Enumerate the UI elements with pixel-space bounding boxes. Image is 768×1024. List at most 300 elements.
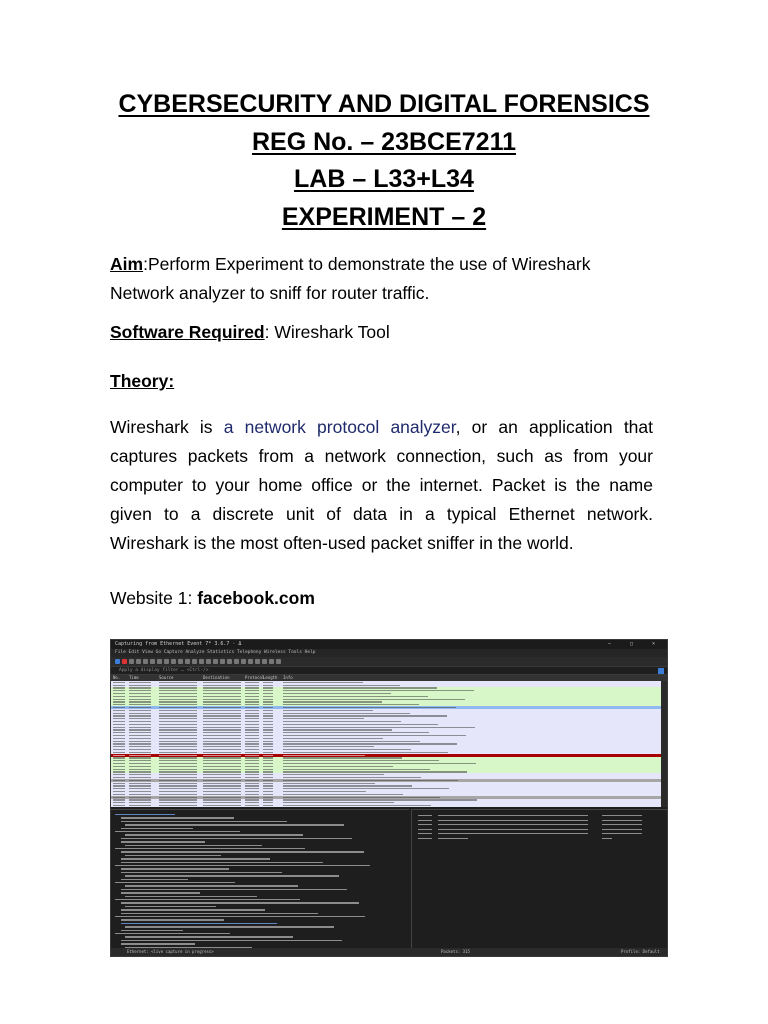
packet-cell-text: [113, 802, 125, 803]
packet-cell-text: [113, 682, 125, 683]
toolbar-button-icon[interactable]: [192, 659, 197, 664]
hex-ascii: [602, 833, 642, 834]
packet-cell-text: [263, 783, 273, 784]
toolbar-button-icon[interactable]: [255, 659, 260, 664]
packet-cell-text: [203, 788, 241, 789]
packet-cell-text: [113, 760, 125, 761]
packet-cell-text: [129, 777, 151, 778]
packet-cell-text: [159, 735, 197, 736]
packet-cell-text: [159, 738, 197, 739]
experiment-number: EXPERIMENT – 2: [281, 202, 487, 231]
packet-cell-text: [159, 780, 197, 781]
column-time[interactable]: Time: [129, 675, 139, 680]
packet-cell-text: [263, 696, 273, 697]
packet-cell-text: [245, 682, 259, 683]
packet-cell-text: [203, 735, 241, 736]
packet-cell-text: [129, 746, 151, 747]
packet-cell-text: [159, 785, 197, 786]
hex-bytes: [438, 829, 588, 830]
packet-cell-text: [203, 741, 241, 742]
packet-cell-text: [159, 715, 197, 716]
packet-cell-text: [113, 755, 125, 756]
wireshark-toolbar: [111, 657, 667, 666]
packet-cell-text: [129, 732, 151, 733]
detail-line: [121, 851, 364, 852]
packet-cell-text: [263, 713, 273, 714]
packet-cell-text: [159, 746, 197, 747]
detail-line: [125, 834, 303, 835]
aim-text-line2: Network analyzer to sniff for router traffic.: [110, 283, 430, 303]
packet-cell-text: [283, 687, 437, 688]
packet-cell-text: [159, 797, 197, 798]
toolbar-button-icon[interactable]: [241, 659, 246, 664]
packet-cell-text: [263, 724, 273, 725]
packet-cell-text: [159, 752, 197, 753]
detail-line: [121, 909, 265, 910]
detail-line: [121, 841, 205, 842]
packet-bytes-pane[interactable]: [411, 809, 668, 949]
packet-cell-text: [203, 701, 241, 702]
packet-cell-text: [203, 687, 241, 688]
packet-list-scrollbar[interactable]: [661, 681, 667, 807]
packet-cell-text: [283, 791, 366, 792]
toolbar-button-icon[interactable]: [122, 659, 127, 664]
packet-cell-text: [283, 766, 393, 767]
packet-cell-text: [263, 682, 273, 683]
packet-cell-text: [159, 749, 197, 750]
packet-cell-text: [283, 797, 440, 798]
packet-cell-text: [203, 746, 241, 747]
protocol-analyzer-link[interactable]: a network protocol analyzer: [223, 417, 456, 437]
packet-cell-text: [129, 783, 151, 784]
packet-cell-text: [283, 777, 421, 778]
packet-cell-text: [263, 738, 273, 739]
detail-line: [121, 828, 193, 829]
toolbar-button-icon[interactable]: [143, 659, 148, 664]
packet-cell-text: [203, 710, 241, 711]
packet-cell-text: [113, 701, 125, 702]
packet-cell-text: [129, 741, 151, 742]
hex-bytes: [438, 820, 588, 821]
detail-line: [121, 858, 270, 859]
aim-label: Aim: [110, 254, 144, 274]
packet-cell-text: [203, 707, 241, 708]
packet-cell-text: [203, 797, 241, 798]
toolbar-button-icon[interactable]: [136, 659, 141, 664]
packet-cell-text: [129, 785, 151, 786]
packet-cell-text: [113, 707, 125, 708]
column-source[interactable]: Source: [159, 675, 174, 680]
hex-bytes: [438, 838, 468, 839]
detail-line: [121, 930, 183, 931]
packet-cell-text: [245, 788, 259, 789]
toolbar-button-icon[interactable]: [213, 659, 218, 664]
packet-cell-text: [129, 701, 151, 702]
hex-ascii: [602, 815, 642, 816]
wireshark-window-title: Capturing from Ethernet Event 7* 3.6.7 · Δ: [115, 641, 242, 647]
packet-cell-text: [129, 799, 151, 800]
packet-cell-text: [283, 721, 401, 722]
packet-cell-text: [113, 774, 125, 775]
packet-cell-text: [159, 699, 197, 700]
packet-cell-text: [159, 763, 197, 764]
packet-cell-text: [245, 707, 259, 708]
packet-cell-text: [113, 738, 125, 739]
packet-cell-text: [113, 766, 125, 767]
packet-cell-text: [203, 791, 241, 792]
packet-cell-text: [245, 727, 259, 728]
detail-line: [125, 885, 298, 886]
packet-cell-text: [283, 749, 411, 750]
detail-line: [121, 817, 234, 818]
packet-cell-text: [113, 735, 125, 736]
toolbar-button-icon[interactable]: [150, 659, 155, 664]
packet-cell-text: [283, 707, 456, 708]
packet-cell-text: [263, 752, 273, 753]
packet-cell-text: [245, 724, 259, 725]
detail-line: [125, 926, 334, 927]
packet-cell-text: [159, 710, 197, 711]
packet-cell-text: [283, 743, 457, 744]
packet-cell-text: [245, 687, 259, 688]
packet-cell-text: [129, 704, 151, 705]
packet-cell-text: [283, 771, 467, 772]
packet-cell-text: [245, 749, 259, 750]
wireshark-titlebar: [111, 640, 667, 649]
detail-line: [121, 838, 352, 839]
theory-heading-wrap: [110, 367, 653, 396]
packet-cell-text: [203, 718, 241, 719]
packet-cell-text: [203, 766, 241, 767]
packet-cell-text: [159, 743, 197, 744]
theory-text-start: Wireshark is: [110, 417, 224, 437]
packet-cell-text: [203, 769, 241, 770]
packet-cell-text: [283, 755, 365, 756]
theory-text-rest: , or an application that captures packets from a network connection, such as from your computer to your home office or the internet. Packet is the name given to a discrete unit of data in a typical Ethernet network. Wireshark is the most often-used packet sniffer in the world.: [110, 417, 654, 553]
packet-cell-text: [263, 741, 273, 742]
packet-cell-text: [159, 802, 197, 803]
packet-cell-text: [113, 752, 125, 753]
packet-cell-text: [263, 760, 273, 761]
packet-cell-text: [263, 788, 273, 789]
packet-cell-text: [159, 721, 197, 722]
packet-cell-text: [113, 780, 125, 781]
packet-cell-text: [159, 757, 197, 758]
column-protocol[interactable]: Protocol: [245, 675, 265, 680]
packet-cell-text: [129, 797, 151, 798]
packet-cell-text: [283, 785, 412, 786]
toolbar-button-icon[interactable]: [234, 659, 239, 664]
hex-ascii: [602, 838, 612, 839]
packet-cell-text: [113, 791, 125, 792]
toolbar-button-icon[interactable]: [157, 659, 162, 664]
packet-details-pane[interactable]: [111, 809, 409, 949]
packet-cell-text: [129, 682, 151, 683]
toolbar-button-icon[interactable]: [206, 659, 211, 664]
packet-cell-text: [129, 749, 151, 750]
course-title: CYBERSECURITY AND DIGITAL FORENSICS: [118, 90, 650, 118]
toolbar-button-icon[interactable]: [164, 659, 169, 664]
detail-line: [115, 933, 230, 934]
packet-cell-text: [263, 687, 273, 688]
packet-cell-text: [203, 696, 241, 697]
packet-cell-text: [263, 693, 273, 694]
packet-cell-text: [245, 710, 259, 711]
packet-cell-text: [129, 752, 151, 753]
packet-cell-text: [113, 693, 125, 694]
packet-cell-text: [113, 704, 125, 705]
detail-line: [121, 892, 200, 893]
packet-cell-text: [129, 802, 151, 803]
packet-cell-text: [245, 696, 259, 697]
packet-cell-text: [245, 771, 259, 772]
packet-cell-text: [263, 763, 273, 764]
packet-cell-text: [283, 704, 419, 705]
packet-cell-text: [263, 743, 273, 744]
packet-cell-text: [159, 693, 197, 694]
packet-cell-text: [283, 805, 431, 806]
packet-cell-text: [129, 763, 151, 764]
packet-cell-text: [283, 682, 363, 683]
packet-cell-text: [263, 805, 273, 806]
packet-cell-text: [263, 727, 273, 728]
toolbar-button-icon[interactable]: [171, 659, 176, 664]
hex-ascii: [602, 829, 642, 830]
packet-cell-text: [113, 696, 125, 697]
packet-cell-text: [129, 774, 151, 775]
detail-line: [125, 855, 221, 856]
packet-cell-text: [203, 777, 241, 778]
packet-cell-text: [159, 794, 197, 795]
packet-cell-text: [159, 701, 197, 702]
packet-cell-text: [129, 693, 151, 694]
toolbar-button-icon[interactable]: [262, 659, 267, 664]
packet-cell-text: [203, 732, 241, 733]
packet-cell-text: [245, 743, 259, 744]
packet-cell-text: [113, 743, 125, 744]
website-prefix: Website 1:: [110, 588, 198, 608]
column-no[interactable]: No.: [113, 675, 121, 680]
toolbar-button-icon[interactable]: [269, 659, 274, 664]
packet-cell-text: [245, 713, 259, 714]
packet-cell-text: [245, 746, 259, 747]
packet-cell-text: [263, 701, 273, 702]
packet-cell-text: [263, 704, 273, 705]
toolbar-button-icon[interactable]: [129, 659, 134, 664]
display-filter-input[interactable]: Apply a display filter … <Ctrl-/>: [119, 668, 209, 673]
packet-cell-text: [263, 685, 273, 686]
packet-cell-text: [113, 718, 125, 719]
detail-line: [115, 899, 300, 900]
apply-filter-icon[interactable]: [658, 668, 664, 674]
display-filter-bar[interactable]: [111, 666, 667, 675]
column-info[interactable]: Info: [283, 675, 293, 680]
packet-cell-text: [203, 749, 241, 750]
packet-cell-text: [113, 783, 125, 784]
detail-line: [121, 902, 359, 903]
packet-cell-text: [283, 757, 402, 758]
packet-cell-text: [113, 757, 125, 758]
packet-cell-text: [245, 735, 259, 736]
packet-cell-text: [203, 794, 241, 795]
packet-cell-text: [113, 805, 125, 806]
status-profile[interactable]: Profile: Default: [621, 949, 660, 954]
packet-cell-text: [159, 755, 197, 756]
toolbar-button-icon[interactable]: [248, 659, 253, 664]
status-capture: Ethernet: <live capture in progress>: [127, 949, 214, 954]
column-destination[interactable]: Destination: [203, 675, 230, 680]
packet-cell-text: [113, 715, 125, 716]
hex-offset: [418, 833, 432, 834]
packet-cell-text: [159, 682, 197, 683]
packet-cell-text: [283, 701, 382, 702]
packet-cell-text: [263, 791, 273, 792]
packet-cell-text: [203, 760, 241, 761]
column-length[interactable]: Length: [263, 675, 278, 680]
packet-cell-text: [283, 802, 394, 803]
packet-cell-text: [283, 696, 428, 697]
packet-cell-text: [283, 769, 430, 770]
packet-cell-text: [159, 718, 197, 719]
packet-cell-text: [159, 788, 197, 789]
packet-cell-text: [245, 715, 259, 716]
packet-cell-text: [283, 710, 373, 711]
packet-cell-text: [245, 738, 259, 739]
packet-cell-text: [159, 732, 197, 733]
hex-offset: [418, 829, 432, 830]
packet-cell-text: [129, 735, 151, 736]
theory-paragraph: [110, 413, 653, 558]
detail-line: [121, 868, 229, 869]
packet-cell-text: [159, 724, 197, 725]
toolbar-button-icon[interactable]: [185, 659, 190, 664]
packet-cell-text: [263, 732, 273, 733]
packet-cell-text: [245, 693, 259, 694]
packet-cell-text: [245, 752, 259, 753]
detail-line: [115, 865, 370, 866]
packet-cell-text: [159, 799, 197, 800]
website-name: facebook.com: [197, 588, 315, 608]
packet-cell-text: [129, 690, 151, 691]
packet-cell-text: [283, 788, 449, 789]
toolbar-button-icon[interactable]: [276, 659, 281, 664]
packet-cell-text: [113, 788, 125, 789]
packet-cell-text: [129, 738, 151, 739]
theory-heading: Theory:: [110, 371, 175, 391]
packet-cell-text: [203, 774, 241, 775]
packet-cell-text: [263, 771, 273, 772]
packet-cell-text: [263, 802, 273, 803]
packet-cell-text: [203, 721, 241, 722]
document-title: [0, 86, 768, 236]
packet-cell-text: [129, 743, 151, 744]
packet-cell-text: [113, 794, 125, 795]
packet-cell-text: [283, 774, 384, 775]
packet-cell-text: [245, 690, 259, 691]
packet-cell-text: [245, 732, 259, 733]
packet-cell-text: [283, 718, 364, 719]
packet-cell-text: [159, 774, 197, 775]
wireshark-menubar[interactable]: File Edit View Go Capture Analyze Statistics Telephony Wireless Tools Help: [111, 649, 667, 657]
packet-cell-text: [245, 729, 259, 730]
packet-cell-text: [159, 771, 197, 772]
packet-cell-text: [129, 718, 151, 719]
packet-cell-text: [263, 780, 273, 781]
packet-list[interactable]: [111, 681, 661, 807]
packet-cell-text: [113, 724, 125, 725]
packet-cell-text: [203, 743, 241, 744]
software-label: Software Required: [110, 322, 265, 342]
packet-cell-text: [203, 738, 241, 739]
toolbar-button-icon[interactable]: [115, 659, 120, 664]
packet-cell-text: [129, 721, 151, 722]
packet-cell-text: [283, 799, 477, 800]
packet-cell-text: [159, 741, 197, 742]
packet-cell-text: [245, 785, 259, 786]
packet-cell-text: [129, 771, 151, 772]
packet-cell-text: [129, 713, 151, 714]
packet-cell-text: [283, 732, 429, 733]
packet-cell-text: [203, 685, 241, 686]
aim-text-line1: Perform Experiment to demonstrate the use of Wireshark: [147, 254, 591, 274]
packet-cell-text: [203, 693, 241, 694]
packet-cell-text: [263, 766, 273, 767]
software-value: Wireshark Tool: [269, 322, 390, 342]
toolbar-button-icon[interactable]: [220, 659, 225, 664]
packet-cell-text: [203, 785, 241, 786]
packet-cell-text: [129, 685, 151, 686]
toolbar-button-icon[interactable]: [199, 659, 204, 664]
packet-cell-text: [129, 805, 151, 806]
detail-line: [125, 936, 293, 937]
packet-row[interactable]: [111, 804, 661, 807]
packet-cell-text: [203, 724, 241, 725]
packet-cell-text: [245, 721, 259, 722]
packet-cell-text: [159, 685, 197, 686]
packet-cell-text: [203, 715, 241, 716]
packet-cell-text: [159, 704, 197, 705]
wireshark-screenshot: [110, 639, 668, 957]
packet-cell-text: [283, 763, 476, 764]
detail-line: [115, 882, 235, 883]
packet-cell-text: [113, 699, 125, 700]
packet-cell-text: [283, 752, 448, 753]
packet-cell-text: [203, 729, 241, 730]
hex-offset: [418, 838, 432, 839]
packet-cell-text: [113, 746, 125, 747]
packet-cell-text: [283, 724, 438, 725]
detail-line: [121, 943, 195, 944]
packet-cell-text: [263, 715, 273, 716]
window-controls[interactable]: – □ ×: [607, 641, 663, 647]
packet-cell-text: [113, 713, 125, 714]
packet-cell-text: [283, 780, 458, 781]
packet-cell-text: [129, 760, 151, 761]
packet-cell-text: [263, 774, 273, 775]
packet-cell-text: [129, 727, 151, 728]
hex-offset: [418, 820, 432, 821]
hex-ascii: [602, 824, 642, 825]
toolbar-button-icon[interactable]: [178, 659, 183, 664]
detail-line: [115, 916, 365, 917]
toolbar-button-icon[interactable]: [227, 659, 232, 664]
packet-cell-text: [263, 769, 273, 770]
packet-cell-text: [203, 799, 241, 800]
packet-cell-text: [263, 690, 273, 691]
packet-cell-text: [283, 693, 391, 694]
packet-cell-text: [113, 727, 125, 728]
packet-cell-text: [113, 799, 125, 800]
